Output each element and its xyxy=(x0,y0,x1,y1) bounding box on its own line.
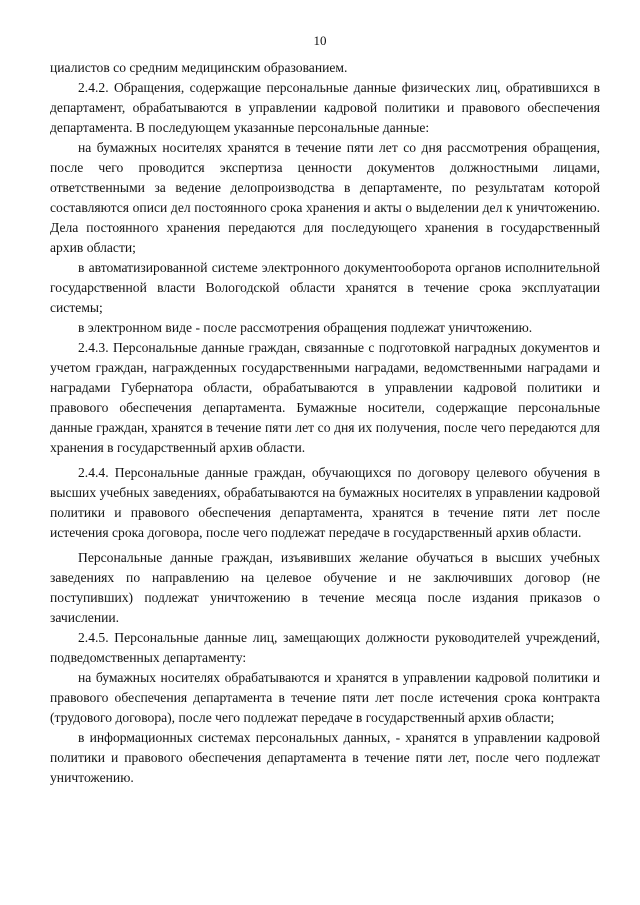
page-number: 10 xyxy=(313,33,327,48)
paragraph-heads-paper: на бумажных носителях обрабатываются и хранятся в управлении кадровой политики и правового обеспечения департамента в течение пяти лет после истечения срока контракта (трудового договора), после чего подлежат передаче в государственный архив области; xyxy=(50,670,600,725)
paragraph-paper-storage: на бумажных носителях хранятся в течение пяти лет со дня рассмотрения обращения, после чего проводится экспертиза ценности документов должностными лицами, ответственными за ведение делопроизводства в департаменте, по результатам которой составляются описи дел постоянного срока хранения и акты о выделении дел к уничтожению. Дела постоянного хранения передаются для последующего хранения в государственный архив области; xyxy=(50,140,600,255)
paragraph-electronic-system: в автоматизированной системе электронного документооборота органов исполнительной государственной власти Вологодской области хранятся в течение срока эксплуатации системы; xyxy=(50,260,600,315)
paragraph-2-4-4: 2.4.4. Персональные данные граждан, обучающихся по договору целевого обучения в высших учебных заведениях, обрабатываются на бумажных носителях в управлении кадровой политики и правового обеспечения департамента, хранятся в течение пяти лет после истечения срока договора, после чего подлежат передаче в государственный архив области. xyxy=(50,465,600,540)
paragraph-2-4-3: 2.4.3. Персональные данные граждан, связанные с подготовкой наградных документов и учетом граждан, награжденных государственными наградами, ведомственными наградами и наградами Губернатора области, обрабатываются в управлении кадровой политики и правового обеспечения департамента. Бумажные носители, содержащие персональные данные граждан, хранятся в течение пяти лет со дня их получения, после чего передаются для хранения в государственный архив области. xyxy=(50,340,600,455)
paragraph-2-4-5: 2.4.5. Персональные данные лиц, замещающих должности руководителей учреждений, подведомственных департаменту: xyxy=(50,630,600,665)
paragraph-non-contract: Персональные данные граждан, изъявивших желание обучаться в высших учебных заведениях по направлению на целевое обучение и не заключивших договор (не поступивших) подлежат уничтожению в течение месяца после издания приказов о зачислении. xyxy=(50,550,600,625)
paragraph-heads-info-systems: в информационных системах персональных данных, - хранятся в управлении кадровой политики и правового обеспечения департамента в течение пяти лет, после чего подлежат уничтожению. xyxy=(50,730,600,785)
paragraph-2-4-2: 2.4.2. Обращения, содержащие персональные данные физических лиц, обратившихся в департамент, обрабатываются в управлении кадровой политики и правового обеспечения департамента. В последующем указанные персональные данные: xyxy=(50,80,600,135)
paragraph-continuation: циалистов со средним медицинским образованием. xyxy=(50,60,348,75)
document-body xyxy=(50,58,600,788)
paragraph-electronic-destruction: в электронном виде - после рассмотрения обращения подлежат уничтожению. xyxy=(78,320,533,335)
